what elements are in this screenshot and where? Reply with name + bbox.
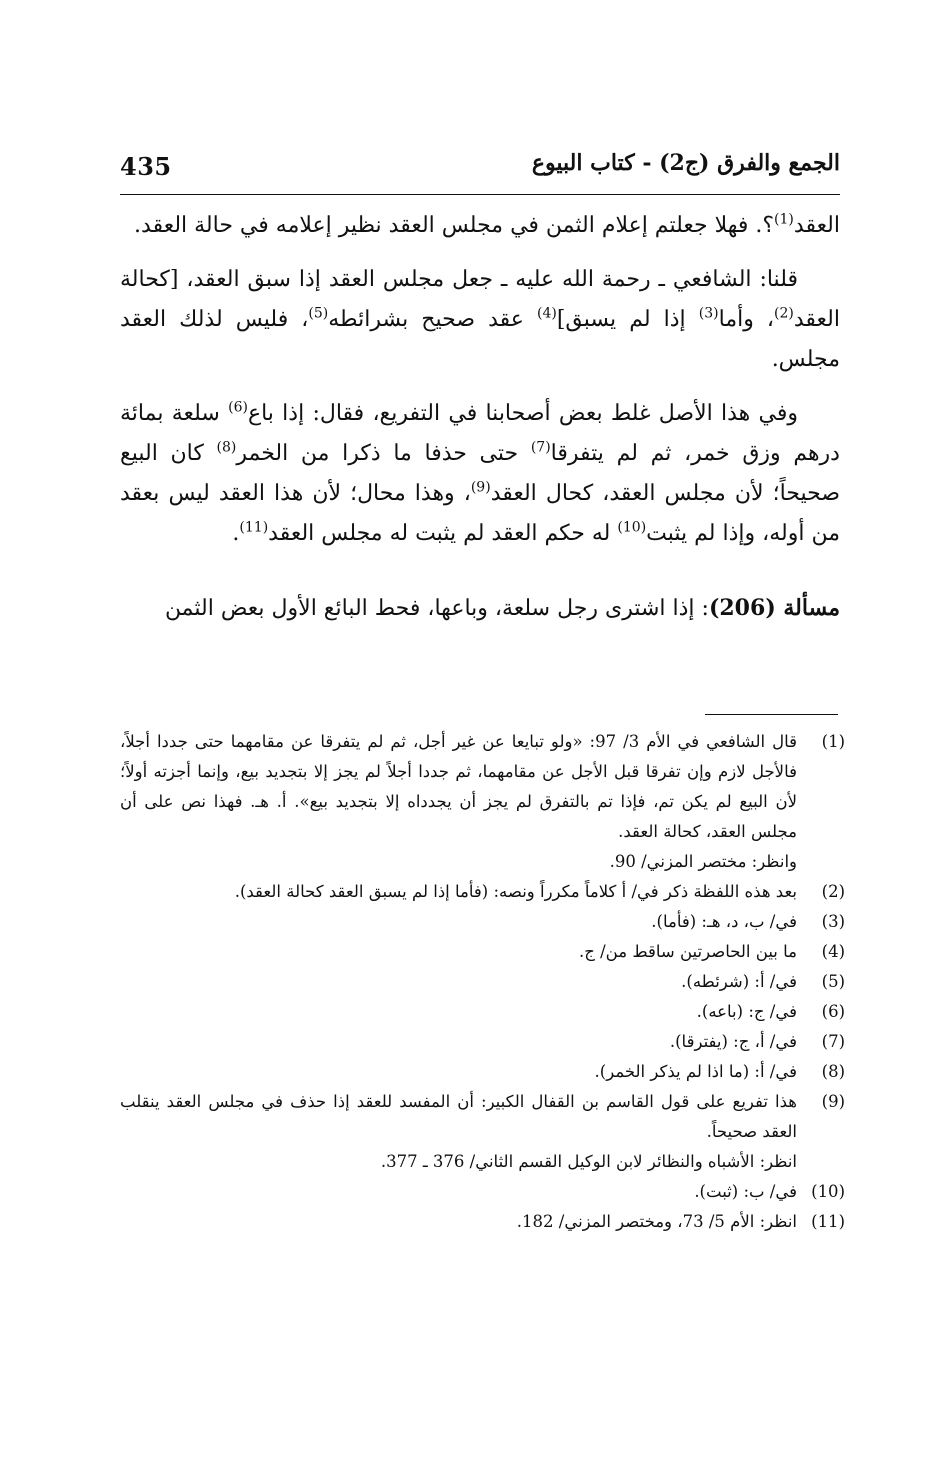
footnote-ref: (4) [536,305,557,322]
text-run: ؟. فهلا جعلتم إعلام الثمن في مجلس العقد نظير إعلامه في حالة العقد. [134,213,775,238]
footnote-body [120,907,797,937]
page-number: 435 [120,152,172,181]
footnote-line: في/ ب: (ثبت). [694,1182,797,1201]
footnote-number: (1) [821,732,845,751]
footnote [120,727,845,877]
footnote-number: (11) [811,1212,845,1231]
footnote-number: (7) [821,1032,845,1051]
paragraph-answer [120,260,840,380]
footnote-ref: (8) [216,439,237,456]
footnote-ref: (9) [470,479,491,496]
footnote [120,1177,845,1207]
footnote-line: هذا تفريع على قول القاسم بن القفال الكبير: أن المفسد للعقد إذا حذف في مجلس العقد ينقلب العقد صحيحاً. [120,1092,797,1141]
footnote-ref: (10) [617,519,647,536]
footnote-body [120,1087,797,1177]
footnote-line: في/ ج: (باعه). [696,1002,797,1021]
paragraph-error [120,394,840,554]
footnote-line: في/ أ، ج: (يفترقا). [669,1032,797,1051]
text-run: إذا لم يسبق] [556,307,699,332]
footnote-number: (10) [811,1182,845,1201]
footnote [120,1027,845,1057]
footnote-number: (8) [821,1062,845,1081]
running-title: الجمع والفرق (ج2) - كتاب البيوع [531,150,840,176]
footnote-ref: (1) [774,211,794,228]
footnote-ref: (5) [308,305,329,322]
footnote-body [120,1177,797,1207]
footnote-ref: (7) [530,439,551,456]
footnote-number: (6) [821,1002,845,1021]
footnote-line: انظر: الأشباه والنظائر لابن الوكيل القسم الثاني/ 376 ـ 377. [380,1152,797,1171]
issue-text: : إذا اشترى رجل سلعة، وباعها، فحط البائع الأول بعض الثمن [164,596,709,621]
footnote-ref: (2) [774,305,794,322]
text-run: ، وهذا محال؛ لأن هذا العقد ليس بعقد من أوله، وإذا لم يثبت [120,481,840,546]
footnote-body [120,727,797,877]
footnote-line: ما بين الحاصرتين ساقط من/ ج. [578,942,797,961]
footnote-ref: (3) [698,305,719,322]
text-run: العقد [793,213,840,238]
footnote [120,1087,845,1177]
footnote [120,907,845,937]
footnotes [120,727,845,1237]
footnote-ref: (6) [228,399,248,416]
footnote [120,937,845,967]
footnote-number: (5) [821,972,845,991]
footnote-body [120,1207,797,1237]
footnote-number: (4) [821,942,845,961]
text-run: عقد صحيح بشرائطه [328,307,537,332]
footnote-body [120,1027,797,1057]
footnote-number: (2) [821,882,845,901]
footnote-line: قال الشافعي في الأم 3/ 97: «ولو تبايعا عن غير أجل، ثم لم يتفرقا عن مقامهما حتى جددا أجلاً، فالأجل لازم وإن تفرقا قبل الأجل عن مقامهما، ثم جددا أجلاً لم يجز إلا بتجديد بيع، وإنما أجزته أولاً؛ لأن البيع لم يكن تم، فإذا تم بالتفرق لم يجز أن يجدداه إلا بتجديد بيع». أ. هـ. فهذا نص على أن مجلس العقد، كحالة العقد. [120,732,797,841]
footnote-body [120,967,797,997]
text-run: له حكم العقد لم يثبت له مجلس العقد [268,521,618,546]
footnote-line: في/ ب، د، هـ: (فأما). [651,912,797,931]
text-run: وفي هذا الأصل غلط بعض أصحابنا في التفريع، فقال: إذا باع [247,401,799,426]
text-run: سلعة بمائة درهم وزق خمر، ثم لم يتفرقا [120,401,840,466]
footnote [120,877,845,907]
issue-label: مسألة (206) [708,595,840,621]
footnote-ref: (11) [239,519,269,536]
text-run: ، فليس لذلك العقد مجلس. [120,307,840,372]
footnote-line: في/ أ: (ما اذا لم يذكر الخمر). [594,1062,797,1081]
text-run: حتى حذفا ما ذكرا من الخمر [236,441,531,466]
footnote [120,997,845,1027]
footnote-number: (9) [821,1092,845,1111]
text-run: . [232,521,240,546]
text-run: قلنا: الشافعي ـ رحمة الله عليه ـ جعل مجلس العقد إذا سبق العقد، [كحالة العقد [120,267,840,332]
footnote-line: وانظر: مختصر المزني/ 90. [609,852,797,871]
footnote-body [120,1057,797,1087]
footnote-line: انظر: الأم 5/ 73، ومختصر المزني/ 182. [516,1212,797,1231]
text-run: كان البيع صحيحاً؛ لأن مجلس العقد، كحال العقد [120,441,841,506]
footnote [120,967,845,997]
footnote-body [120,937,797,967]
footnote-number: (3) [821,912,845,931]
text-run: ، وأما [718,307,775,332]
footnote-body [120,997,797,1027]
header-rule [120,194,840,195]
footnote [120,1057,845,1087]
issue-paragraph [120,588,840,629]
footnote-line: بعد هذه اللفظة ذكر في/ أ كلاماً مكرراً ونصه: (فأما إذا لم يسبق العقد كحالة العقد). [234,882,797,901]
page-header [120,148,840,192]
footnote-line: في/ أ: (شرئطه). [681,972,797,991]
main-text [120,206,840,629]
footnote [120,1207,845,1237]
footnote-body [120,877,797,907]
paragraph-continuation [120,206,840,246]
footnote-rule [705,714,838,715]
